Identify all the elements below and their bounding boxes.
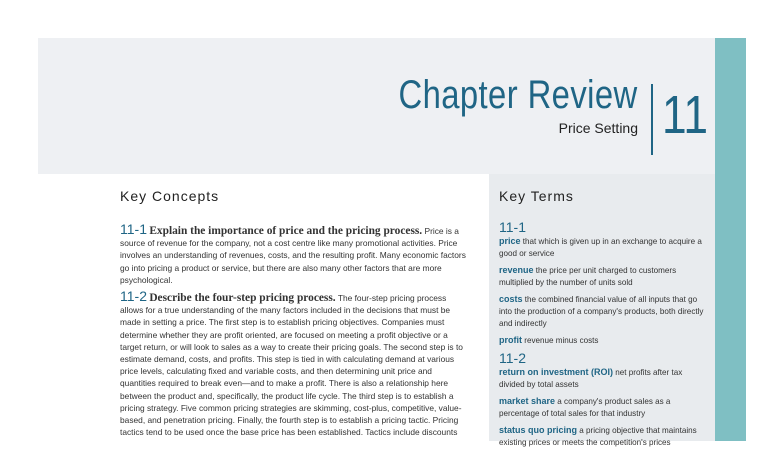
concept-number: 11-1 [120, 221, 147, 237]
term-item [499, 366, 709, 391]
term-word: costs [499, 294, 523, 304]
concept-item [120, 290, 470, 438]
term-word: price [499, 236, 521, 246]
chapter-color-bar [715, 38, 746, 441]
term-word: market share [499, 396, 556, 406]
chapter-subtitle: Price Setting [558, 120, 638, 136]
term-definition: a company's product sales as a percentage of total sales for that industry [499, 397, 671, 418]
key-concepts-heading: Key Concepts [120, 188, 220, 204]
terms-group-number: 11-1 [499, 219, 526, 235]
term-item [499, 334, 709, 347]
term-definition: the combined financial value of all inputs that go into the production of a company's products, both directly and indirectly [499, 295, 704, 328]
term-word: revenue [499, 265, 534, 275]
title-divider [651, 84, 653, 155]
concept-title: Describe the four-step pricing process. [149, 292, 336, 305]
term-item [499, 395, 709, 420]
concept-number: 11-2 [120, 288, 147, 305]
key-terms-heading: Key Terms [499, 188, 574, 204]
term-item [499, 293, 709, 330]
term-word: status quo pricing [499, 425, 578, 435]
term-definition: revenue minus costs [524, 336, 599, 345]
term-definition: a pricing objective that maintains existing prices or meets the competition's prices [499, 426, 697, 447]
concept-title: Explain the importance of price and the pricing process. [149, 225, 423, 237]
terms-group-number: 11-2 [499, 350, 526, 366]
chapter-title: Chapter Review [398, 73, 638, 117]
chapter-number: 11 [662, 85, 708, 145]
term-item [499, 264, 709, 289]
term-word: return on investment (ROI) [499, 367, 614, 377]
concept-text: Price is a source of revenue for the company, not a cost centre like many promotional activities. Price involves an understanding of revenues, costs, and the resulting profit. Many economic factors go into pricing a product or service, but there are also many other factors that are more psychological. [120, 226, 466, 285]
concept-text: The four-step pricing process allows for a true understanding of the many factors included in the decisions that must be made in setting a price. The first step is to establish pricing objectives. Companies must determine whether they are profit oriented, are focused on meeting a profit objective or a target return, or will look to sales as a way to create their pricing goals. The second step is to estimate demand, costs, and profits. This step is tied in with calculating demand at various price levels, calculating fixed and variable costs, and then determining unit price and quantities required to break even—and to make a profit. There is also a relationship here between the product and, specifically, the product life cycle. The third step is to establish a pricing strategy. Five common pricing strategies are skimming, cost-plus, competitive, value-based, and penetration pricing. Finally, the fourth step is to establish a pricing tactic. Pricing tactics tend to be used once the base price has been established. Tactics include discounts [120, 293, 463, 438]
term-definition: net profits after tax divided by total assets [499, 368, 683, 389]
term-definition: the price per unit charged to customers multiplied by the number of units sold [499, 266, 677, 287]
term-word: profit [499, 335, 522, 345]
key-terms-section [499, 186, 709, 453]
term-definition: that which is given up in an exchange to acquire a good or service [499, 237, 702, 258]
term-item [499, 235, 709, 260]
term-item [499, 424, 709, 449]
concept-item [120, 223, 470, 286]
key-concepts-section [120, 186, 470, 442]
